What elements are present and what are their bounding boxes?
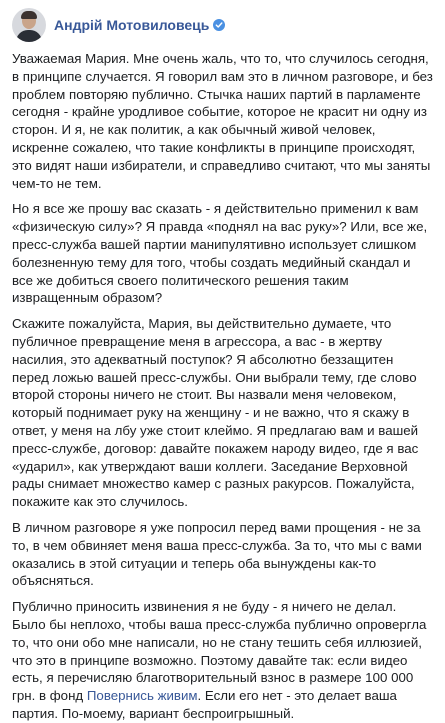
post-body (12, 50, 433, 723)
foundation-link[interactable]: Повернись живим (86, 688, 198, 704)
post-paragraph: Но я все же прошу вас сказать - я действительно применил к вам «физическую силу»? Я правда «поднял на вас руку»? Или, все же, пресс-служба вашей партии манипулятивно использует слишком болезненную тему для того, чтобы создать медийный скандал и все же добиться своего политического решения таким извращенным образом? (12, 201, 428, 306)
post-paragraph: В личном разговоре я уже попросил перед вами прощения - не за то, в чем обвиняет меня ваша пресс-служба. За то, что мы с вами оказались в этой ситуации и теперь оба вынуждены как-то объясняться. (12, 519, 422, 589)
post-paragraph: Уважаемая Мария. Мне очень жаль, что то, что случилось сегодня, в принципе случается. Я говорил вам это в личном разговоре, и без проблем повторяю публично. Стычка наших партий в парламенте сегодня - крайне уродливое событие, которое не красит ни одну из сторон. И я, не как политик, а как обычный живой человек, искренне сожалею, что такие конфликты в принципе происходят, это видят наши избиратели, и справедливо считают, что мы заняты чем-то не тем. (12, 51, 433, 191)
author-block (54, 17, 225, 33)
post-text-before-link: Публично приносить извинения я не буду - я ничего не делал. Было бы неплохо, чтобы ваша пресс-служба публично опровергла то, что они обо мне написали, но не стану тешить себя иллюзией, что это в принципе возможно. Поэтому давайте так: если видео есть, я перечисляю благотворительный взнос в размере 100 000 грн. в фонд (12, 599, 427, 704)
post-paragraph: Скажите пожалуйста, Мария, вы действительно думаете, что публичное превращение меня в агрессора, а вас - в жертву насилия, это адекватный поступок? Я абсолютно беззащитен перед ложью вашей пресс-службы. Они выбрали тему, где слово второй стороны ничего не стоит. Вы назвали меня человеком, который поднимает руку на женщину - и не важно, что я скажу в ответ, у меня на лбу уже стоит клеймо. Я предлагаю вам и вашей пресс-службе, договор: давайте покажем народу видео, где я вас «ударил», как утверждают ваши коллеги. Заседание Верховной рады снимает множество камер с разных ракурсов. Пожалуйста, покажите как это случилось. (12, 316, 419, 510)
post-paragraph-last (12, 598, 433, 723)
post-header (12, 8, 433, 42)
author-avatar[interactable] (12, 8, 46, 42)
author-name-link[interactable]: Андрій Мотовиловець (54, 17, 210, 33)
post-text-after-link: . Если его нет - это делает ваша партия. По-моему, вариант беспроигрышный. (12, 688, 397, 721)
verified-badge-icon (213, 19, 225, 31)
